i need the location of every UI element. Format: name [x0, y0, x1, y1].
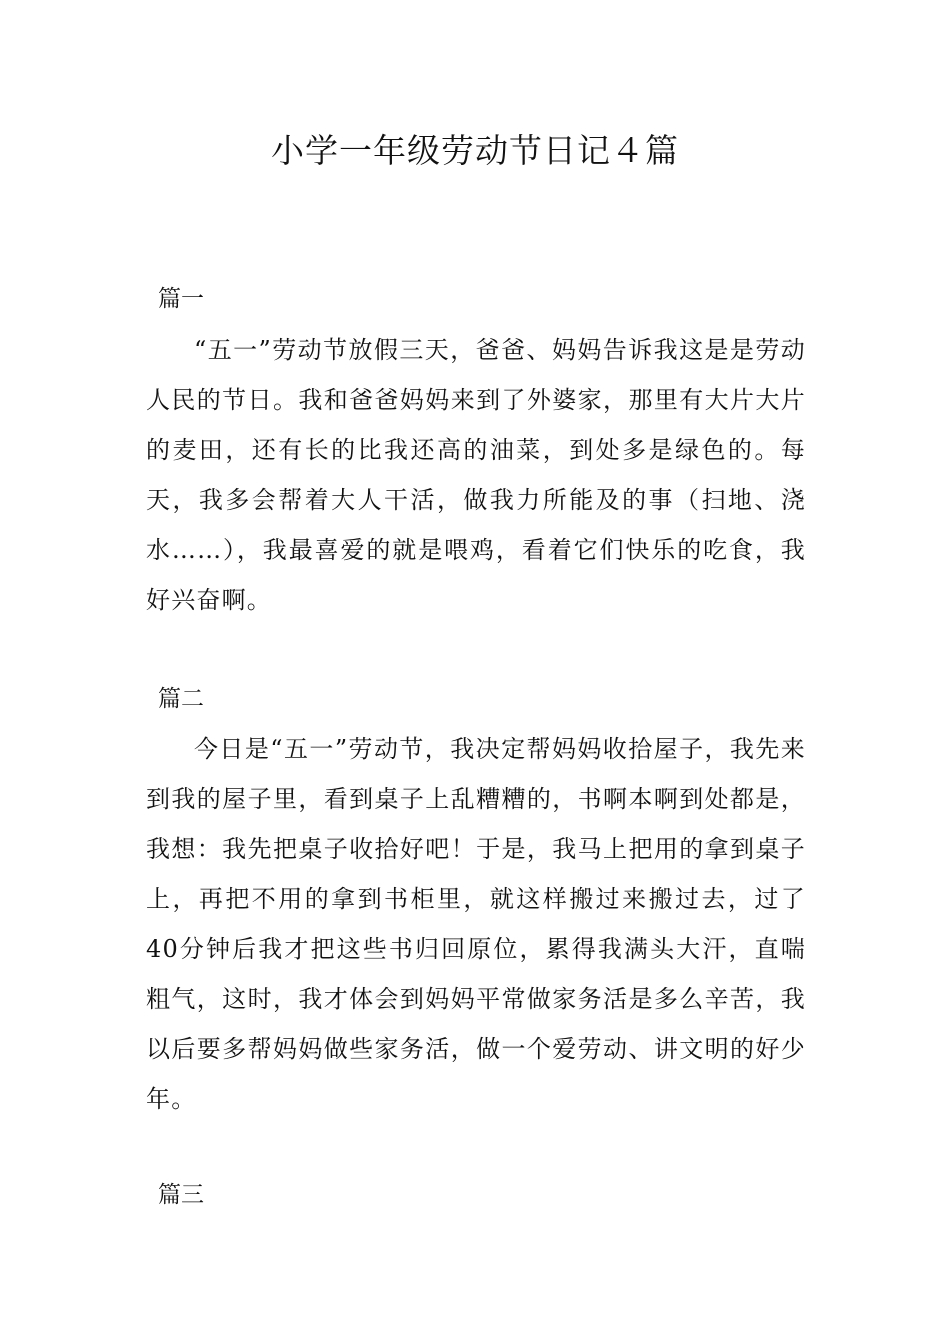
- section-heading-1: 篇一: [158, 286, 204, 312]
- section-heading-2: 篇二: [158, 686, 204, 712]
- document-title: 小学一年级劳动节日记４篇: [271, 131, 679, 170]
- section-body-1: “五一”劳动节放假三天，爸爸、妈妈告诉我这是是劳动人民的节日。我和爸爸妈妈来到了外婆家，那里有大片大片的麦田，还有长的比我还高的油菜，到处多是绿色的。每天，我多会帮着大人干活，做我力所能及的事（扫地、浇水……），我最喜爱的就是喂鸡，看着它们快乐的吃食，我好兴奋啊。: [146, 336, 806, 614]
- section-body-2: 今日是“五一”劳动节，我决定帮妈妈收拾屋子，我先来到我的屋子里，看到桌子上乱糟糟的，书啊本啊到处都是，我想：我先把桌子收拾好吧！于是，我马上把用的拿到桌子上，再把不用的拿到书柜里，就这样搬过来搬过去，过了40分钟后我才把这些书归回原位，累得我满头大汗，直喘粗气，这时，我才体会到妈妈平常做家务活是多么辛苦，我以后要多帮妈妈做些家务活，做一个爱劳动、讲文明的好少年。: [146, 735, 806, 1113]
- section-heading-3: 篇三: [158, 1182, 204, 1208]
